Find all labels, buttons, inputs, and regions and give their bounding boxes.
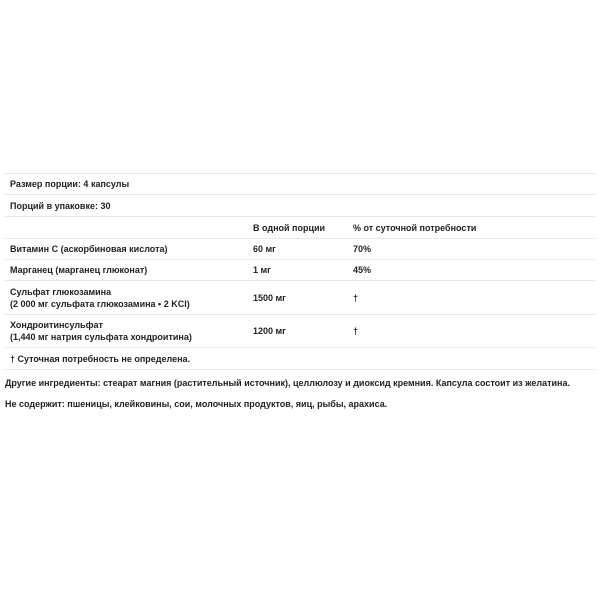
nutrient-amount: 1200 мг: [253, 326, 286, 336]
table-row: [5, 260, 595, 281]
nutrient-amount: 1500 мг: [253, 292, 286, 303]
nutrient-dv: 45%: [353, 265, 372, 275]
table-row: [5, 281, 595, 315]
servings-per-container-row: [5, 195, 595, 217]
nutrient-name: Витамин C (аскорбиновая кислота): [10, 244, 168, 254]
nutrient-amount: 1 мг: [253, 265, 271, 275]
other-ingredients: Другие ингредиенты: стеарат магния (растительный источник), целлюлозу и диоксид кремния. Капсула состоит из желатина.: [5, 378, 570, 388]
table-header-row: [5, 217, 595, 239]
does-not-contain: Не содержит: пшеницы, клейковины, сои, молочных продуктов, яиц, рыбы, арахиса.: [5, 399, 388, 409]
footnote: † Суточная потребность не определена.: [10, 353, 191, 364]
footnote-row: [5, 348, 595, 370]
nutrient-dv: †: [353, 292, 359, 303]
table-row: [5, 315, 595, 348]
ingredient-notes: [5, 377, 595, 419]
nutrient-dv: †: [353, 326, 359, 336]
nutrient-name: Хондроитинсульфат: [10, 320, 103, 330]
nutrient-source: (2 000 мг сульфата глюкозамина • 2 KCl): [10, 298, 190, 309]
column-header-per-serving: В одной порции: [253, 222, 326, 233]
nutrient-amount: 60 мг: [253, 244, 276, 254]
column-header-daily-value: % от суточной потребности: [353, 222, 477, 233]
servings-per-container: Порций в упаковке: 30: [10, 200, 111, 211]
nutrient-name: Сульфат глюкозамина: [10, 286, 112, 297]
nutrient-dv: 70%: [353, 244, 372, 254]
serving-size-row: [5, 174, 595, 195]
nutrient-name: Марганец (марганец глюконат): [10, 265, 148, 275]
serving-size: Размер порции: 4 капсулы: [10, 179, 130, 189]
nutrient-source: (1,440 мг натрия сульфата хондроитина): [10, 332, 192, 342]
table-row: [5, 239, 595, 260]
supplement-facts-table: [5, 173, 595, 370]
